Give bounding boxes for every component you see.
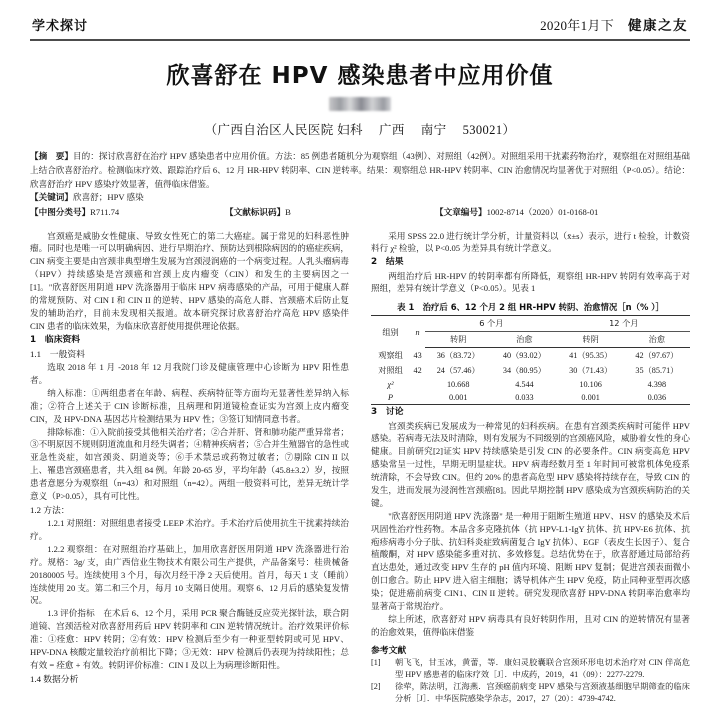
section-heading-discussion: 3 讨论 [371,407,404,418]
discussion-paragraph-3: 综上所述，欣喜舒对 HPV 病毒具有良好转阴作用，且对 CIN 的逆转情况有显著的治愈效果，值得临床借鉴 [371,613,690,637]
affiliation-city: 南宁 [420,123,447,137]
table-cell-n: 43 [413,351,422,361]
evaluation-heading: 1.3 评价指标 [47,608,95,619]
running-head-right [540,14,688,34]
table-row-label: 对照组 [378,365,403,376]
classification-field [30,206,225,220]
articleno-label: 【文章编号】 [435,208,487,219]
table-cell: 30（71.43） [569,366,613,376]
table-header-6months: 6 个月 [425,316,557,332]
abstract-text: 目的：探讨欣喜舒在治疗 HPV 感染患者中应用价值。方法：85 例患者随机分为观察组（43例）、对照组（42例）。对照组采用干扰素药物治疗，观察组在对照组基础上结合欣喜舒治疗。检测临床疗效、跟踪治疗后 6、12 月 HR-HPV 转阴率、CIN 逆转率。结果：观察组总 HR-HPV 转阴率、CIN 治愈情况均显著优于对照组（P<0.05）。结论：欣喜舒治疗 HPV 感染疗效显著，值得临床借鉴。 [30,151,690,189]
abstract-block [30,150,690,221]
doccode-value: B [285,207,291,218]
table-header-12months: 12 个月 [558,316,690,332]
exclusion-criteria: 排除标准：①入院前接受其他相关治疗者；②合并肝、肾和肺功能严重异常者；③不明原因不规则阴道流血和月经失调者；④精神疾病者；⑤合并生殖器官的急性或亚急性炎症，如宫颈炎、阴道炎等；⑥手术禁忌或药物过敏者；⑦剔除 CIN II 以上、罹患宫颈癌患者，共入组 84 例。年龄 20-65 岁，平均年龄（45.8±3.2）岁，按照患者意愿分为观察组（n=43）和对照组（n=42）。两组一般资料可比，差异无统计学意义（P>0.05），具有可比性。 [30,426,349,501]
abstract-label: 【摘 要】 [30,152,74,162]
evaluation-text: 在术后 6、12 个月，采用 PCR 聚合酶链反应荧光探针法，联合阴道镜、宫颈活检对欣喜舒用药后 HPV 转阴率和 CIN 逆转情况统计。治疗效果评价标准：①痊愈：HPV 转阴；②有效：HPV 检测后至少有一种亚型转阴或可见 HPV、HPV-DNA 核酸定量较治疗前相比下降；③无效：HPV 检测后仍表现为持续阳性；总有效 = 痊愈 + 有效。转阴评价标准：CIN I 及以上为病理诊断阳性。 [30,608,349,670]
title-block [30,41,690,138]
table-cell: 4.398 [647,380,667,390]
results-paragraph: 两组治疗后 HR-HPV 的转阴率都有所降低，观察组 HR-HPV 转阴有效率高于对照组，差异有统计学意义（P<0.05）。见表 1 [371,270,690,294]
table-cell: 24（57.46） [436,366,480,376]
table-cell: 40（93.02） [502,351,546,361]
table-header-row-groups [371,316,690,332]
keywords-paragraph [30,191,690,205]
inclusion-criteria: 纳入标准：①两组患者在年龄、病程、疾病特征等方面均无显著性差异纳入标准；②符合上述关于 CIN 诊断标准，且病理和阴道镜检查证实为宫颈上皮内瘤变 CIN，及 HPV-DNA 基因芯片检测结果为 HPV 性；③签订知情同意书者。 [30,387,349,424]
discussion-paragraph-2: "欣喜舒医用阴道 HPV 洗涤器" 是一种用于阻断生殖道 HPV、HSV 的感染及术后巩固性治疗性药物。本品含多克隆抗体（抗 HPV-L1-IgY 抗体、抗 HPV-E6 抗体、抗疱疹病毒小分子肽、抗妇科炎症致病菌复合 IgY 抗体）、EGF（表皮生长因子）、复合植酸酮，对 HPV 感染能多重对抗、多效修复。总结优势在于，欣喜舒通过局部给药直达患处，通过改变 HPV 生存的 pH 值内环境、阻断 HPV 复制；促进宫颈表面微小创口愈合。防止 HPV 进入宿主细胞；诱导机体产生 HPV 免疫，防止同种亚型再次感染；促进癌前病变 CIN1、CIN II 逆转。研究发现欣喜舒 HPV-DNA 转阴率治愈率均显著高于常规治疗。 [371,510,690,611]
classification-label: 【中图分类号】 [30,208,91,219]
reference-text: 朝飞飞，甘玉冰，黄蕾，等．康妇灵胶囊联合宫颈环形电切术治疗对 CIN 伴高危型 HPV 感患者的临床疗效［J］．中成药，2019，41（09）：2277-2279. [395,657,690,679]
table-caption: 表 1 治疗后 6、12 个月 2 组 HR-HPV 转阴、治愈情况［n（% ）］ [397,302,664,313]
body-columns [30,230,690,705]
table-cell: 0.033 [491,391,557,405]
classification-value: R711.74 [90,207,120,218]
table-cell: 4.544 [515,380,534,390]
table-header-group: 组别 [371,316,410,348]
keywords-text: 欣喜舒；HPV 感染 [72,191,144,202]
intro-paragraph: 宫颈癌是威胁女性健康、导致女性死亡的第二大癌症。属于常见的妇科恶性肿瘤。同时也是唯一可以明确病因、进行早期治疗、预防达到根除病因的的癌症疾病，CIN 病变主要是由宫颈非典型增生发展为宫颈浸润癌的一个病变过程。人乳头瘤病毒（HPV）持续感染是宫颈癌和宫颈上皮内瘤变（CIN）和发生的主要病因之一[1]。"欣喜舒医用阴道 HPV 洗涤器用于临床 HPV 病毒感染的产品，可用于健康人群的常规预防、对 CIN I 和 CIN II 的逆转、HPV 感染的高危人群、宫颈癌术后防止复发的辅助治疗，目前未发现相关报道。故本研究探讨欣喜舒治疗高危 HPV 感染伴 CIN 患者的临床效果，为临床欣喜舒使用提供理论依据。 [30,230,349,331]
codes-row [30,206,690,220]
affiliation-close-paren: ） [502,123,516,137]
abstract-paragraph [30,150,690,191]
discussion-paragraph-1: 宫颈类疾病已发展成为一种常见的妇科疾病。在患有宫颈类疾病时可能伴 HPV 感染。若病毒无法及时清除，则有发展为不同级别的宫颈癌风险，威胁着女性的身心健康。目前研究[2]证实 HPV 持续感染是引发 CIN 的必要条件。CIN 病变高危 HPV 感染常呈一过性，早期无明显症状。HPV 病毒经数月至 1 年时间可被常机体免疫系统清除，不会导致 CIN。但约 20% 的患者高危型 HPV 感染将持续存在，导致 CIN 的发生，进而发展为浸润性宫颈癌[8]。因此早期控制 HPV 感染成为宫颈疾病防治的关键。 [371,420,690,508]
table-body [371,348,690,405]
table-header-n: n [410,316,425,348]
affiliation-postcode: 530021 [462,123,503,137]
table-subheader-0: 转阴 [425,332,491,348]
table-cell: 0.036 [624,391,690,405]
keywords-label: 【关键词】 [30,192,73,203]
method-control-group: 1.2.1 对照组：对照组患者接受 LEEP 术治疗。手术治疗后使用抗生干扰素持续治疗。 [30,518,349,541]
table-cell: 34（80.95） [502,366,546,376]
table-row [371,348,690,364]
table-row-label: χ² [387,380,394,390]
table-cell: 10.106 [579,380,602,390]
reference-number: [2] [371,682,381,692]
results-table [371,315,690,405]
articleno-field [435,206,690,220]
table-subheader-1: 治愈 [491,332,557,348]
author-name-redacted [329,97,391,111]
references-heading: 参考文献 [371,645,407,656]
affiliation-province: 广西 [378,123,405,137]
table-row [371,378,690,391]
reference-item [371,657,690,681]
affiliation [30,120,690,138]
table-row-label: P [371,391,410,405]
evaluation-criteria [30,607,349,671]
reference-text: 徐荦，陈法明，江海燕．宫颈癌前病变 HPV 感染与宫颈液基细胞早期筛查的临床分析［J］．中华医院感染学杂志，2017，27（20）：4739-4742. [395,682,690,704]
journal-name: 健康之友 [628,18,688,34]
general-paragraph: 选取 2018 年 1 月 -2018 年 12 月我院门诊及健康管理中心诊断为 HPV 阳性患者。 [30,362,349,385]
doccode-label: 【文献标识码】 [225,208,286,219]
running-head [30,8,690,36]
table-cell-n [410,391,425,405]
section-heading-general: 1.1 一般资料 [30,348,85,359]
page-title: 欣喜舒在 HPV 感染患者中应用价值 [166,63,554,89]
section-heading-clinical: 1 临床资料 [30,334,81,345]
section-heading-methods: 1.2 方法： [30,504,70,515]
table-cell: 0.001 [425,391,491,405]
table-subheader-2: 转阴 [558,332,624,348]
doccode-field [225,206,435,220]
reference-number: [1] [371,657,381,667]
articleno-value: 1002-8714（2020）01-0168-01 [486,207,599,218]
affiliation-open-paren: （ [204,123,218,137]
left-column [30,230,349,705]
table-cell: 41（95.35） [569,351,613,361]
table-cell: 42（97.67） [635,351,679,361]
statistics-paragraph: 采用 SPSS 22.0 进行统计学分析，计量资料以（x̄±s）表示，进行 t 检验，计数资料行 χ² 检验，以 P<0.05 为差异具有统计学意义。 [371,230,690,254]
right-column [371,230,690,705]
running-head-section: 学术探讨 [32,19,89,34]
issue-date: 2020年1月下 [540,18,614,33]
reference-item [371,681,690,705]
table-cell: 35（85.71） [635,366,679,376]
table-row [371,363,690,378]
table-cell: 10.668 [446,380,470,390]
section-heading-results: 2 结果 [371,257,404,268]
table-subheader-3: 治愈 [624,332,690,348]
affiliation-institution: 广西自治区人民医院 妇科 [217,123,363,137]
table-row-label: 观察组 [378,350,403,361]
section-heading-statistics: 1.4 数据分析 [30,673,79,684]
table-cell: 0.001 [558,391,624,405]
table-row [371,391,690,405]
method-observation-group: 1.2.2 观察组：在对照组治疗基础上，加用欣喜舒医用阴道 HPV 洗涤器进行治疗。规格：3g/ 支，由广西信业生物技术有限公司生产提供，产品备案号：桂贵械备20180005 号。连续使用 3 个月，每次月经干净 2 天后使用。首月，每天 1 支（睡前）连续使用 20 支。第二和三个月，每月 10 支隔日使用。观察 6、12 月后的感染复发情况。 [30,543,349,606]
table-cell-n [410,378,425,391]
table-cell: 36（83.72） [436,351,480,361]
table-cell-n: 42 [413,366,422,376]
